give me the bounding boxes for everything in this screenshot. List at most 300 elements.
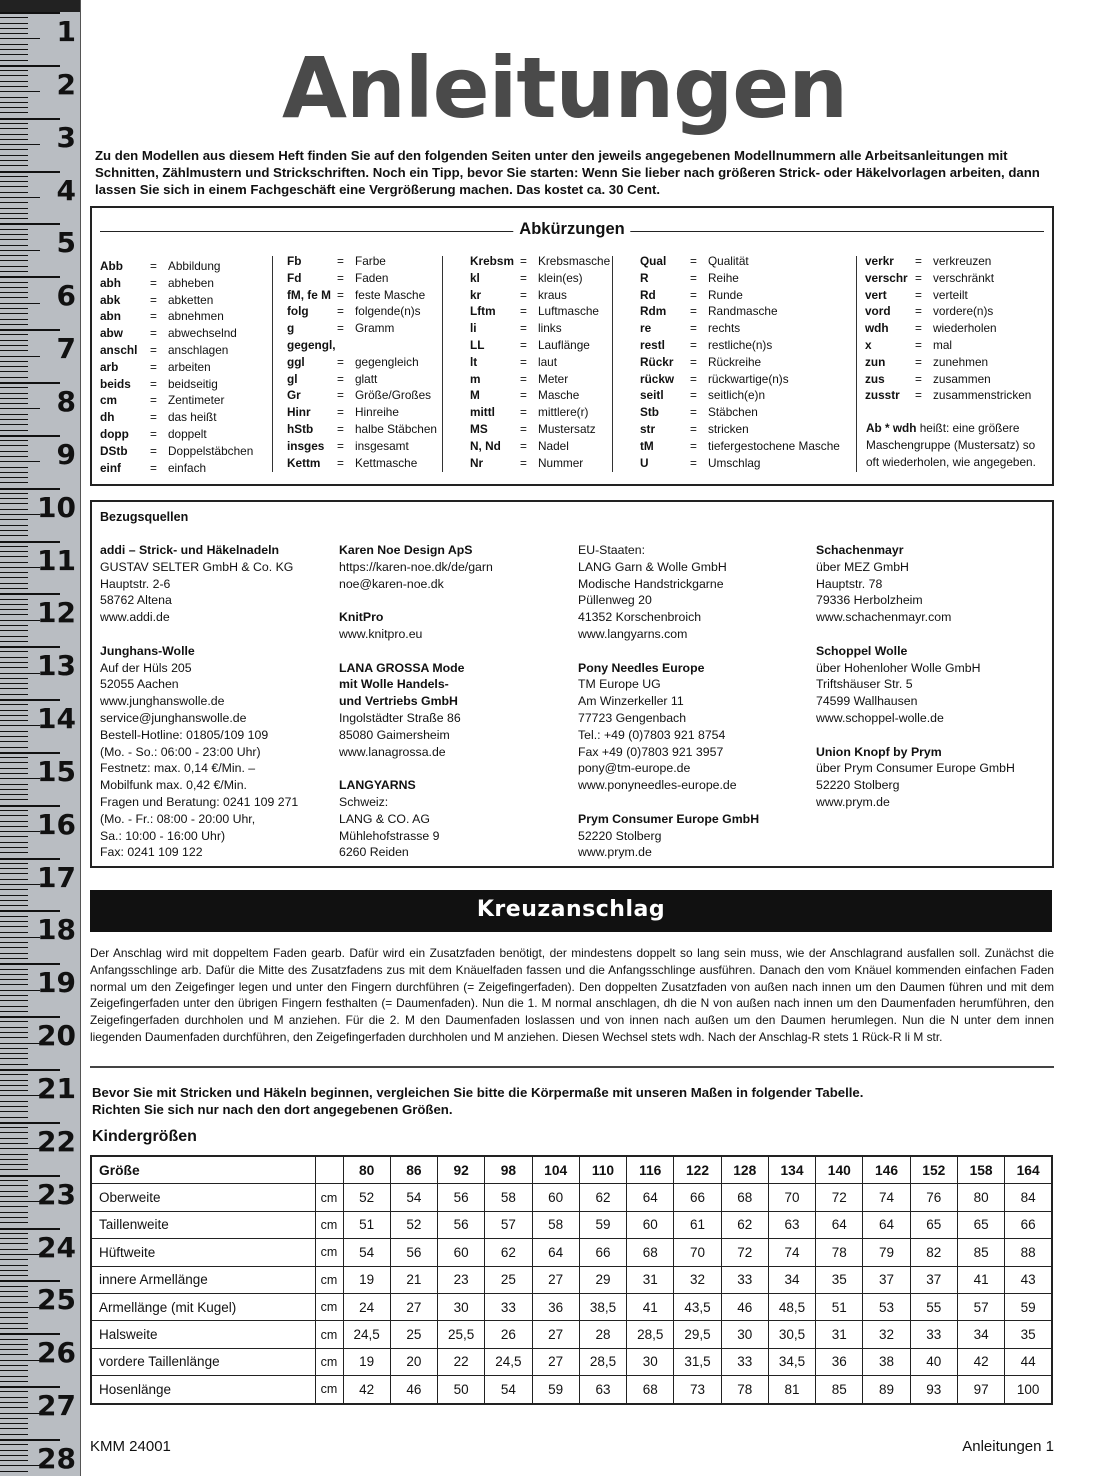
measurement-value: 72 — [816, 1184, 863, 1211]
measurement-value: 40 — [910, 1348, 957, 1375]
supplier-detail: https://karen-noe.dk/de/garn — [339, 559, 493, 574]
supplier-detail: 74599 Wallhausen — [816, 694, 918, 709]
ruler-tick — [0, 245, 28, 246]
measurement-value: 66 — [1005, 1211, 1052, 1238]
ruler-number: 6 — [56, 279, 76, 313]
abbreviation-row — [640, 287, 840, 304]
ruler-number: 2 — [56, 67, 76, 101]
abbreviation-row — [470, 287, 610, 304]
equals-sign: = — [150, 410, 157, 425]
measurement-value: 25,5 — [438, 1321, 485, 1348]
abbreviation-meaning: abwechselnd — [168, 326, 237, 341]
ruler-number: 1 — [56, 15, 76, 48]
abbreviation-key: abw — [100, 326, 123, 341]
ruler-tick — [0, 1460, 28, 1461]
ruler-tick — [0, 567, 40, 568]
abbreviation-meaning: Nadel — [538, 438, 569, 453]
ruler-tick — [0, 86, 28, 87]
measurement-value: 36 — [816, 1348, 863, 1375]
measurement-value: 52 — [390, 1211, 437, 1238]
measurement-label: innere Armellänge — [91, 1266, 315, 1293]
ruler-tick — [0, 155, 28, 156]
ruler-tick — [0, 932, 28, 933]
ruler-tick — [0, 65, 60, 67]
supplier-detail: www.langyarns.com — [578, 626, 688, 641]
ruler-tick — [0, 937, 40, 938]
measurement-value: 30 — [438, 1293, 485, 1320]
equals-sign: = — [690, 438, 697, 453]
abbreviation-meaning: beidseitig — [168, 376, 218, 391]
ruler-tick — [0, 1376, 28, 1377]
abbreviation-row — [470, 320, 610, 337]
abbreviation-key: lt — [470, 354, 478, 369]
page-title: Anleitungen — [282, 39, 848, 137]
ruler-tick — [0, 181, 28, 182]
ruler-cm — [0, 910, 80, 963]
ruler-tick — [0, 1275, 28, 1276]
ruler-tick — [0, 1407, 28, 1408]
measurement-value: 28,5 — [627, 1321, 674, 1348]
measurement-value: 74 — [863, 1184, 910, 1211]
ruler-tick — [0, 1111, 28, 1112]
unit-cell: cm — [315, 1321, 343, 1348]
measurement-value: 53 — [863, 1293, 910, 1320]
measurement-value: 64 — [532, 1239, 579, 1266]
abbreviation-key: einf — [100, 460, 121, 475]
measurement-value: 27 — [532, 1266, 579, 1293]
column-separator — [442, 256, 443, 472]
equals-sign: = — [520, 354, 527, 369]
ruler-tick — [0, 414, 28, 415]
abbreviation-meaning: Masche — [538, 388, 580, 403]
ruler-tick — [0, 683, 28, 684]
abbreviation-key: wdh — [865, 321, 889, 336]
abbreviation-key: abh — [100, 275, 121, 290]
measurement-label: Halsweite — [91, 1321, 315, 1348]
ruler-tick — [0, 171, 60, 173]
size-header-label: Größe — [91, 1156, 315, 1184]
ruler-tick — [0, 710, 28, 711]
equals-sign: = — [915, 321, 922, 336]
spacer — [339, 760, 569, 777]
abbreviation-row — [287, 354, 437, 371]
ruler-tick — [0, 799, 28, 800]
abbreviation-meaning: kraus — [538, 287, 567, 302]
abbreviation-meaning: wiederholen — [933, 321, 997, 336]
measurement-value: 59 — [579, 1211, 626, 1238]
measurement-value: 23 — [438, 1266, 485, 1293]
ruler-tick — [0, 1254, 40, 1255]
ruler-tick — [0, 926, 28, 927]
ruler-tick — [0, 1138, 28, 1139]
size-header: 92 — [438, 1156, 485, 1184]
intro-text: Zu den Modellen aus diesem Heft finden Sie auf den folgenden Seiten unter den jeweils angegebenen Modellnummern alle Arbeitsanleitungen mit Schnitten, Zählmustern und Strickschriften. Noch ein Tipp, bevor Sie starten: Wenn Sie lieber nach größeren Strick- oder Häkelvorlagen arbeiten, dann lassen Sie sich in einem Fachgeschäft eine Vergrößerung machen. Das kostet ca. 30 Cent. — [95, 148, 1040, 197]
ruler-tick — [0, 213, 28, 214]
abbreviation-key: Krebsm — [470, 254, 514, 268]
ruler-tick — [0, 768, 28, 769]
ruler-tick — [0, 1323, 28, 1324]
source-column — [816, 542, 1046, 811]
abbreviation-row — [287, 404, 437, 421]
spacer — [100, 626, 330, 643]
abbreviation-meaning: einfach — [168, 460, 207, 475]
ruler-tick — [0, 821, 28, 822]
table-row — [91, 1293, 1052, 1320]
equals-sign: = — [150, 393, 157, 408]
ruler-tick — [0, 287, 28, 288]
ruler-tick — [0, 583, 28, 584]
ruler-tick — [0, 519, 28, 520]
supplier-detail: 6260 Reiden — [339, 845, 409, 860]
measurement-value: 54 — [343, 1239, 390, 1266]
equals-sign: = — [690, 354, 697, 369]
measurement-value: 68 — [627, 1239, 674, 1266]
measurement-value: 33 — [910, 1321, 957, 1348]
abbreviation-key: restl — [640, 337, 665, 352]
abbreviation-meaning: zusammenstricken — [933, 388, 1032, 403]
abbreviation-row — [100, 308, 253, 325]
abbreviation-column — [470, 253, 610, 471]
ruler-tick — [0, 97, 28, 98]
ruler-number: 5 — [56, 226, 76, 260]
abbreviation-key: folg — [287, 304, 309, 319]
unit-cell: cm — [315, 1211, 343, 1238]
ruler-tick — [0, 562, 28, 563]
ruler-tick — [0, 1027, 28, 1028]
ruler-tick — [0, 995, 28, 996]
ruler-tick — [0, 38, 40, 39]
equals-sign: = — [150, 359, 157, 374]
ruler-tick — [0, 858, 60, 860]
abbreviation-key: insges — [287, 438, 325, 453]
ruler-tick — [0, 900, 28, 901]
ruler-tick — [0, 736, 28, 737]
ruler-tick — [0, 102, 28, 103]
ruler-tick — [0, 498, 28, 499]
equals-sign: = — [150, 443, 157, 458]
ruler-tick — [0, 916, 28, 917]
abbreviation-row — [470, 421, 610, 438]
ruler-tick — [0, 1386, 60, 1388]
ruler-tick — [0, 208, 28, 209]
ruler-number: 22 — [37, 1124, 76, 1158]
size-header: 98 — [485, 1156, 532, 1184]
abbreviation-meaning: Mustersatz — [538, 421, 596, 436]
ruler-tick — [0, 1317, 28, 1318]
ruler-tick — [0, 815, 28, 816]
footer-issue: KMM 24001 — [90, 1438, 171, 1455]
supplier-detail: 52055 Aachen — [100, 677, 179, 692]
supplier-detail: 85080 Gaimersheim — [339, 727, 450, 742]
measurement-value: 26 — [485, 1321, 532, 1348]
ruler-tick — [0, 1296, 28, 1297]
supplier-detail: www.ponyneedles-europe.de — [578, 778, 737, 793]
ruler-tick — [0, 1238, 28, 1239]
supplier-detail: über Hohenloher Wolle GmbH — [816, 660, 981, 675]
abbreviation-row — [470, 270, 610, 287]
ruler-tick — [0, 969, 28, 970]
equals-sign: = — [915, 287, 922, 302]
abbreviation-row — [640, 303, 840, 320]
ruler-tick — [0, 889, 28, 890]
abbreviation-key: Hinr — [287, 405, 311, 420]
abbreviation-meaning: das heißt — [168, 410, 217, 425]
ruler-number: 19 — [37, 966, 76, 1000]
measurement-value: 54 — [390, 1184, 437, 1211]
ruler-tick — [0, 942, 28, 943]
ruler-tick — [0, 958, 28, 959]
measurement-value: 63 — [579, 1376, 626, 1404]
abbreviation-row — [470, 455, 610, 472]
equals-sign: = — [337, 438, 344, 453]
abbreviation-row — [865, 270, 1031, 287]
abbreviation-key: dopp — [100, 426, 129, 441]
equals-sign: = — [915, 270, 922, 285]
abbreviation-key: seitl — [640, 388, 664, 403]
abbreviation-meaning: rückwartige(n)s — [708, 371, 789, 386]
note-text: heißt: eine größere Maschengruppe (Mustersatz) so oft wiederholen, wie angegeben. — [866, 421, 1036, 469]
ruler-number: 13 — [37, 649, 76, 683]
ruler-tick — [0, 625, 28, 626]
measurement-value: 80 — [957, 1184, 1004, 1211]
abbreviation-key: arb — [100, 359, 119, 374]
ruler-tick — [0, 160, 28, 161]
measurement-value: 37 — [910, 1266, 957, 1293]
abbreviation-meaning: restliche(n)s — [708, 337, 773, 352]
size-header: 146 — [863, 1156, 910, 1184]
measurement-value: 62 — [721, 1211, 768, 1238]
spacer — [339, 643, 569, 660]
ruler-tick — [0, 1333, 60, 1335]
ruler-tick — [0, 947, 28, 948]
ruler-tick — [0, 678, 28, 679]
ruler-tick — [0, 1180, 28, 1181]
ruler-tick — [0, 794, 28, 795]
abbreviation-key: gegengl, — [287, 337, 336, 352]
abbreviation-row — [640, 455, 840, 472]
supplier-detail: Hauptstr. 78 — [816, 576, 883, 591]
ruler-tick — [0, 1064, 28, 1065]
supplier-name: Schachenmayr — [816, 543, 904, 557]
column-separator — [612, 256, 613, 472]
ruler-tick — [0, 1465, 40, 1466]
ruler-cm — [0, 276, 80, 329]
ruler-tick — [0, 541, 60, 543]
ruler-tick — [0, 144, 40, 145]
supplier-detail: Fax +49 (0)7803 921 3957 — [578, 744, 724, 759]
ruler-tick — [0, 1095, 40, 1096]
unit-cell: cm — [315, 1239, 343, 1266]
abbreviation-row — [865, 337, 1031, 354]
equals-sign: = — [520, 287, 527, 302]
equals-sign: = — [337, 321, 344, 336]
measurement-value: 60 — [532, 1184, 579, 1211]
abbreviation-row — [640, 438, 840, 455]
equals-sign: = — [520, 438, 527, 453]
ruler-tick — [0, 223, 60, 225]
measurement-value: 97 — [957, 1376, 1004, 1404]
measurement-value: 20 — [390, 1348, 437, 1375]
abbreviation-meaning: abheben — [168, 275, 214, 290]
ruler-tick — [0, 646, 60, 648]
size-header: 134 — [768, 1156, 815, 1184]
ruler-tick — [0, 1037, 28, 1038]
abbreviation-row — [640, 404, 840, 421]
ruler-cm — [0, 593, 80, 646]
table-row — [91, 1376, 1052, 1404]
abbreviation-meaning: Faden — [355, 270, 389, 285]
ruler-tick — [0, 662, 28, 663]
supplier-name: LANA GROSSA Mode — [339, 660, 465, 675]
supplier-name: Karen Noe Design ApS — [339, 543, 473, 557]
measurement-value: 46 — [390, 1376, 437, 1404]
ruler-tick — [0, 445, 28, 446]
sources-title: Bezugsquellen — [100, 510, 189, 524]
measurement-value: 51 — [343, 1211, 390, 1238]
abbreviation-row — [287, 320, 437, 337]
abbreviation-row — [865, 320, 1031, 337]
ruler-tick — [0, 1354, 28, 1355]
abbreviation-key: verschr — [865, 270, 908, 285]
measurement-value: 58 — [532, 1211, 579, 1238]
size-header: 152 — [910, 1156, 957, 1184]
supplier-detail: noe@karen-noe.dk — [339, 576, 444, 591]
ruler-tick — [0, 979, 28, 980]
ruler-tick — [0, 884, 40, 885]
ruler-tick — [0, 1206, 28, 1207]
ruler-number: 8 — [56, 384, 76, 418]
measurement-value: 51 — [816, 1293, 863, 1320]
ruler-cm — [0, 223, 80, 276]
ruler-tick — [0, 525, 28, 526]
ruler-tick — [0, 424, 28, 425]
measurement-value: 58 — [485, 1184, 532, 1211]
ruler-tick — [0, 366, 28, 367]
ruler-tick — [0, 1381, 28, 1382]
ruler-tick — [0, 1217, 28, 1218]
equals-sign: = — [337, 287, 344, 302]
ruler-tick — [0, 715, 28, 716]
ruler-tick — [0, 1021, 28, 1022]
abbreviation-meaning: Reihe — [708, 270, 739, 285]
abbreviation-meaning: Randmasche — [708, 304, 778, 319]
equals-sign: = — [337, 371, 344, 386]
abbreviations-title: Abkürzungen — [513, 220, 630, 239]
supplier-detail: www.schoppel-wolle.de — [816, 710, 944, 725]
measurement-value: 41 — [627, 1293, 674, 1320]
divider — [90, 1066, 1054, 1068]
supplier-detail: über Prym Consumer Europe GmbH — [816, 761, 1015, 776]
ruler-tick — [0, 725, 40, 726]
measurement-value: 78 — [816, 1239, 863, 1266]
abbreviation-row — [470, 303, 610, 320]
measurement-value: 68 — [627, 1376, 674, 1404]
ruler-tick — [0, 1259, 28, 1260]
ruler-tick — [0, 319, 28, 320]
equals-sign: = — [690, 270, 697, 285]
measurement-value: 34,5 — [768, 1348, 815, 1375]
ruler-tick — [0, 863, 28, 864]
ruler-tick — [0, 551, 28, 552]
abbreviation-meaning: klein(es) — [538, 270, 583, 285]
measurement-value: 32 — [674, 1266, 721, 1293]
ruler-tick — [0, 1048, 28, 1049]
ruler-tick — [0, 107, 28, 108]
abbreviation-key: dh — [100, 410, 115, 425]
ruler-cm — [0, 1016, 80, 1069]
abbreviation-row — [640, 387, 840, 404]
ruler-tick — [0, 1016, 60, 1018]
measurement-value: 27 — [532, 1348, 579, 1375]
size-header: 128 — [721, 1156, 768, 1184]
ruler-tick — [0, 23, 28, 24]
measurement-value: 31,5 — [674, 1348, 721, 1375]
ruler-tick — [0, 387, 28, 388]
ruler-tick — [0, 921, 28, 922]
ruler-tick — [0, 340, 28, 341]
supplier-detail: service@junghanswolle.de — [100, 710, 247, 725]
abbreviation-key: g — [287, 321, 295, 336]
ruler-tick — [0, 75, 28, 76]
ruler-tick — [0, 303, 40, 304]
equals-sign: = — [150, 342, 157, 357]
ruler-tick — [0, 974, 28, 975]
measurement-value: 93 — [910, 1376, 957, 1404]
ruler-tick — [0, 176, 28, 177]
abbreviation-meaning: Umschlag — [708, 455, 761, 470]
ruler-number: 12 — [37, 596, 76, 630]
abbreviation-meaning: Luftmasche — [538, 304, 599, 319]
measurement-value: 34 — [768, 1266, 815, 1293]
ruler-tick — [0, 1191, 28, 1192]
ruler-tick — [0, 440, 28, 441]
equals-sign: = — [337, 270, 344, 285]
abbreviation-row — [100, 275, 253, 292]
ruler-number: 20 — [37, 1019, 76, 1053]
abbreviation-key: Rdm — [640, 304, 667, 319]
ruler-tick — [0, 313, 28, 314]
equals-sign: = — [915, 354, 922, 369]
ruler-cm — [0, 382, 80, 435]
abbreviation-key: MS — [470, 421, 488, 436]
abbreviation-row — [100, 409, 253, 426]
measurement-value: 50 — [438, 1376, 485, 1404]
abbreviation-row — [287, 438, 437, 455]
measurement-value: 43,5 — [674, 1293, 721, 1320]
ruler-tick — [0, 1085, 28, 1086]
measurement-value: 41 — [957, 1266, 1004, 1293]
ruler-tick — [0, 1360, 40, 1361]
abbreviation-row — [287, 387, 437, 404]
abbreviation-row — [640, 371, 840, 388]
ruler-tick — [0, 1074, 28, 1075]
ruler-tick — [0, 430, 28, 431]
ruler-tick — [0, 44, 28, 45]
ruler-number: 16 — [37, 807, 76, 841]
ruler-tick — [0, 345, 28, 346]
abbreviation-key: m — [470, 371, 481, 386]
equals-sign: = — [337, 421, 344, 436]
ruler-tick — [0, 1000, 28, 1001]
ruler-tick — [0, 149, 28, 150]
abbreviation-meaning: Nummer — [538, 455, 584, 470]
supplier-detail: Fax: 0241 109 122 — [100, 845, 203, 860]
abbreviation-meaning: tiefergestochene Masche — [708, 438, 840, 453]
measurement-value: 33 — [721, 1266, 768, 1293]
ruler-tick — [0, 1280, 60, 1282]
ruler-tick — [0, 784, 28, 785]
ruler-cm — [0, 12, 80, 65]
